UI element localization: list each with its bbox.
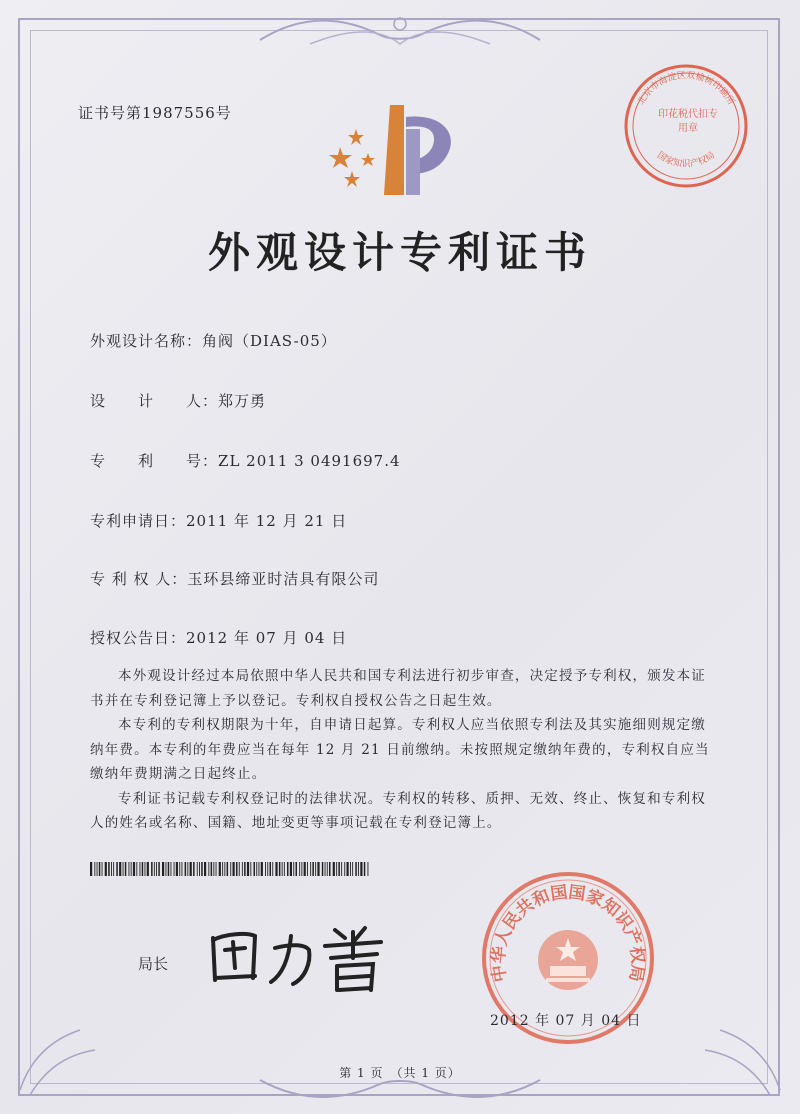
field-label: 专 利 号： bbox=[90, 452, 219, 470]
certificate-number: 证书号第1987556号 bbox=[78, 104, 232, 122]
field-design-name bbox=[90, 330, 337, 351]
corner-ornament-bottom-left bbox=[10, 1000, 100, 1100]
field-value: ZL 2011 3 0491697.4 bbox=[218, 452, 401, 470]
barcode bbox=[90, 862, 370, 876]
document-title: 外观设计专利证书 bbox=[207, 228, 592, 277]
director-label: 局长 bbox=[138, 955, 169, 973]
seal-bottom-ring-text: 国家知识产权局 bbox=[655, 150, 717, 170]
field-label: 外观设计名称： bbox=[90, 332, 203, 350]
field-label: 专利申请日： bbox=[90, 512, 187, 530]
seal-ring-text: 中华人民共和国国家知识产权局 bbox=[488, 882, 648, 984]
field-patentee bbox=[90, 568, 379, 589]
field-value: 2012 年 07 月 04 日 bbox=[186, 629, 348, 647]
paragraph-legal-status: 专利证书记载专利权登记时的法律状况。专利权的转移、质押、无效、终止、恢复和专利权人的姓名或名称、国籍、地址变更等事项记载在专利登记簿上。 bbox=[90, 790, 706, 831]
seal-center-text: 印花税代扣专用章 bbox=[658, 109, 718, 134]
field-label: 授权公告日： bbox=[90, 629, 187, 647]
field-value: 角阀（DIAS-05） bbox=[202, 332, 337, 350]
body-text bbox=[90, 664, 710, 836]
field-patent-number bbox=[90, 450, 401, 471]
paragraph-grant: 本外观设计经过本局依照中华人民共和国专利法进行初步审查，决定授予专利权，颁发本证书并在专利登记簿上予以登记。专利权自授权公告之日起生效。 bbox=[90, 668, 706, 709]
field-label: 专 利 权 人： bbox=[90, 570, 188, 588]
field-value: 郑万勇 bbox=[218, 392, 267, 410]
field-grant-date bbox=[90, 627, 347, 648]
patent-office-logo bbox=[328, 95, 468, 205]
director-signature bbox=[205, 918, 395, 998]
seal-top-ring-text: 北京市海淀区双榆树印刷所 bbox=[636, 70, 736, 107]
corner-ornament-bottom-right bbox=[700, 1000, 790, 1100]
field-label: 设 计 人： bbox=[90, 392, 219, 410]
page-number: 第 1 页 （共 1 页） bbox=[339, 1066, 461, 1080]
field-value: 玉环县缔亚时洁具有限公司 bbox=[187, 570, 380, 588]
field-designer bbox=[90, 390, 266, 411]
field-value: 2011 年 12 月 21 日 bbox=[186, 512, 348, 530]
seal-date: 2012 年 07 月 04 日 bbox=[490, 1013, 642, 1029]
paragraph-term: 本专利的专利权期限为十年，自申请日起算。专利权人应当依照专利法及其实施细则规定缴纳年费。本专利的年费应当在每年 12 月 21 日前缴纳。未按照规定缴纳年费的，专利权自应当缴纳年费期满之日起终止。 bbox=[90, 717, 710, 782]
field-application-date bbox=[90, 510, 347, 531]
top-ornament bbox=[250, 10, 550, 54]
